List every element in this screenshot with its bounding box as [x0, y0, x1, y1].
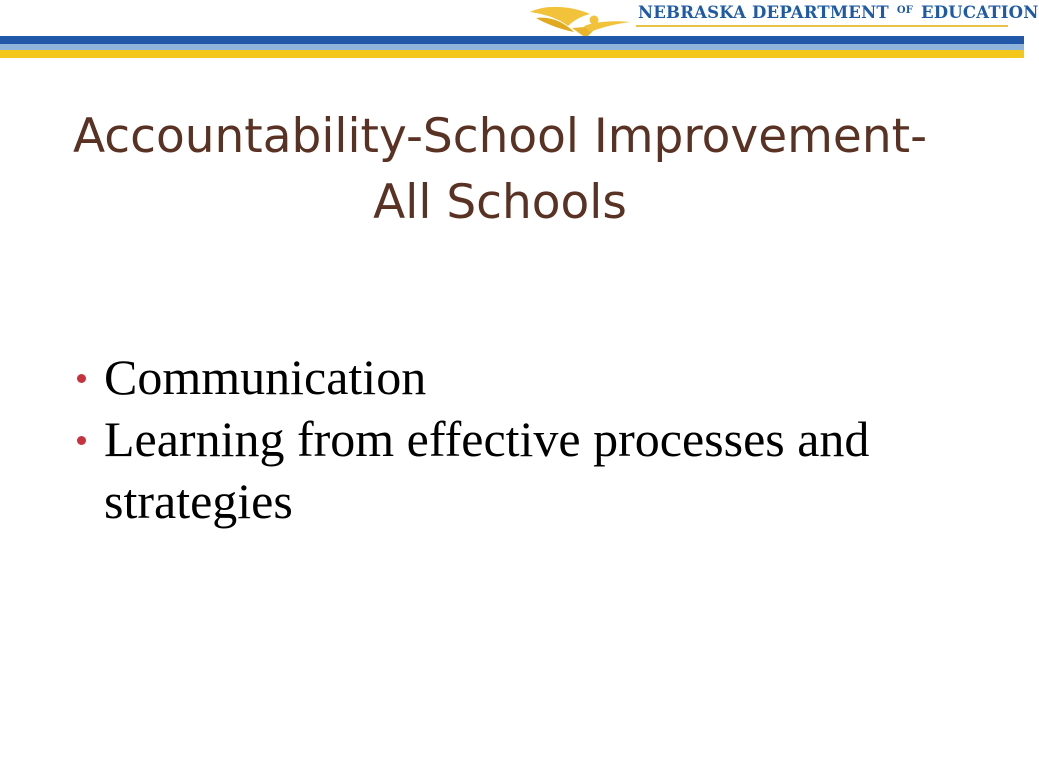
slide-title-line-1: Accountability-School Improvement-: [72, 109, 928, 164]
bullet-marker: [77, 374, 86, 383]
slide-title: [20, 104, 980, 236]
bullet-list: [74, 346, 974, 532]
bullet-text: Learning from effective processes and strategies: [104, 411, 870, 529]
logo-text-right: EDUCATION: [920, 3, 1039, 22]
logo-wordmark: [638, 3, 1039, 22]
header-stripe-blue: [0, 36, 1024, 44]
logo-text-of: OF: [896, 5, 914, 16]
bullet-item: [74, 408, 974, 532]
header-logo: [528, 0, 1039, 40]
logo-text-left: NEBRASKA DEPARTMENT: [638, 3, 889, 22]
bullet-item: [74, 346, 974, 408]
logo-underline: [636, 25, 1008, 27]
bullet-text: Communication: [104, 349, 427, 405]
header-stripe-yellow: [0, 50, 1024, 58]
nebraska-education-emblem-icon: [528, 0, 632, 40]
bullet-marker: [77, 436, 86, 445]
slide-title-line-2: All Schools: [373, 175, 627, 230]
